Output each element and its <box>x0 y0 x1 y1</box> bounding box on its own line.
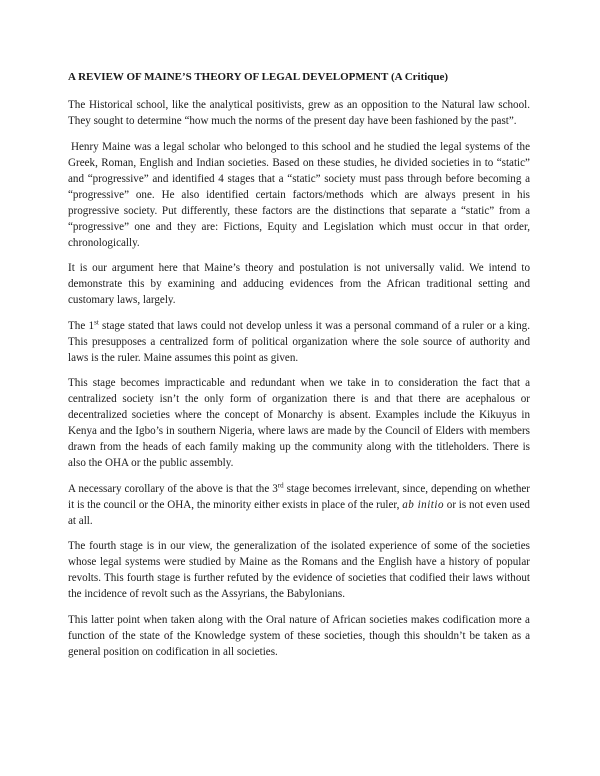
paragraph-third-stage <box>68 481 530 529</box>
ordinal-suffix: st <box>94 317 99 326</box>
third-stage-text-pre: A necessary corollary of the above is that the 3 <box>68 482 278 495</box>
first-stage-text-post: stage stated that laws could not develop unless it was a personal command of a ruler or a king. This presupposes a centralized form of political organization where the sole source of authority and laws is the ruler. Maine assumes this point as given. <box>68 319 530 364</box>
latin-phrase: ab initio <box>402 498 444 511</box>
paragraph-henry-maine: Henry Maine was a legal scholar who belonged to this school and he studied the legal systems of the Greek, Roman, English and Indian societies. Based on these studies, he divided societies in to “static” and “progressive” and identified 4 stages that a “static” society must pass through before becoming a “progressive” one. He also identified certain factors/methods which are always present in his progressive society. Put differently, these factors are the distinctions that separate a “static” from a “progressive” one and they are: Fictions, Equity and Legislation which must occur in that order, chronologically. <box>68 140 530 249</box>
document-page <box>68 70 530 669</box>
paragraph-argument: It is our argument here that Maine’s theory and postulation is not universally valid. We intend to demonstrate this by examining and adducing evidences from the African traditional setting and customary laws, largely. <box>68 262 530 306</box>
first-stage-text-pre: The 1 <box>68 319 95 332</box>
paragraph-codification: This latter point when taken along with the Oral nature of African societies makes codification more a function of the state of the Knowledge system of these societies, though this shouldn’t be taken as a general position on codification in all societies. <box>68 613 530 658</box>
paragraph-first-stage <box>68 318 530 366</box>
paragraph-fourth-stage: The fourth stage is in our view, the generalization of the isolated experience of some of the societies whose legal systems were studied by Maine as the Romans and the English have a history of popular revolts. This fourth stage is further refuted by the evidence of societies that codified their laws without the incidence of revolt such as the Assyrians, the Babylonians. <box>68 540 530 600</box>
document-title: A REVIEW OF MAINE’S THEORY OF LEGAL DEVELOPMENT (A Critique) <box>68 71 449 83</box>
third-stage-text-mid: stage becomes irrelevant, since, depending on whether it is the council or the OHA, the minority either exists in place of the ruler, <box>68 482 531 511</box>
paragraph-intro: The Historical school, like the analytical positivists, grew as an opposition to the Natural law school. They sought to determine “how much the norms of the present day have been fashioned by the past”. <box>68 99 530 127</box>
paragraph-impracticable: This stage becomes impracticable and redundant when we take in to consideration the fact that a centralized society isn’t the only form of organization there is and that there are acephalous or decentralized societies where the concept of Monarchy is absent. Examples include the Kikuyus in Kenya and the Igbo’s in southern Nigeria, where laws are made by the Council of Elders with members drawn from the heads of each family making up the community along with the titleholders. There is also the OHA or the public assembly. <box>68 377 530 469</box>
third-stage-text-post: or is not even used at all. <box>68 498 530 527</box>
ordinal-suffix: rd <box>277 480 284 489</box>
